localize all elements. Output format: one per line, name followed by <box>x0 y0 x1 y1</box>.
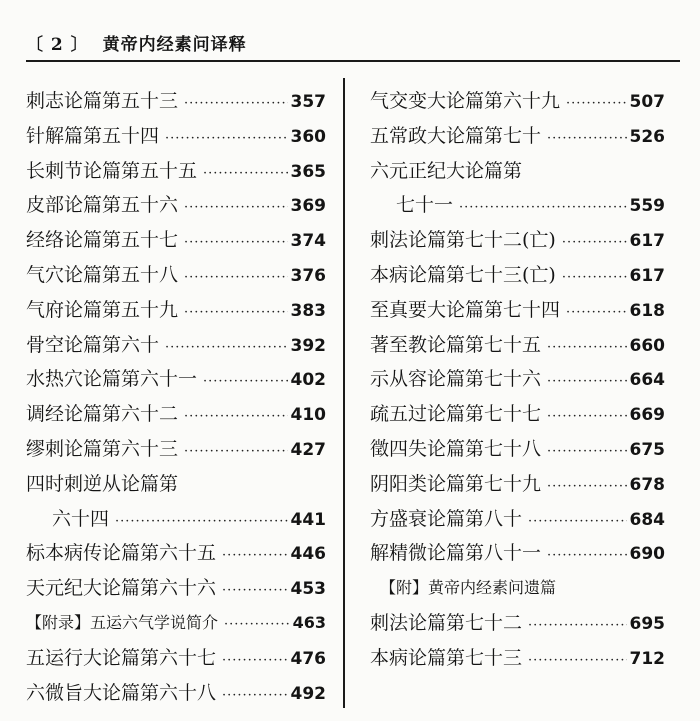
toc-entry <box>370 432 665 467</box>
toc-entry-page: 410 <box>290 405 326 426</box>
toc-entry-title: 四时刺逆从论篇第 <box>26 472 179 495</box>
toc-entry-title: 标本病传论篇第六十五 <box>26 542 217 565</box>
leader-dots <box>562 226 627 261</box>
leader-dots <box>184 435 287 470</box>
toc-entry-page: 383 <box>290 300 326 321</box>
leader-dots <box>566 296 626 331</box>
leader-dots <box>547 331 626 366</box>
toc-entry <box>26 676 326 711</box>
toc-entry-title: 著至教论篇第七十五 <box>370 333 542 356</box>
toc-entry-title: 气交变大论篇第六十九 <box>370 90 561 112</box>
toc-entry-page: 369 <box>290 196 326 217</box>
toc-entry-title: 针解篇第五十四 <box>26 124 160 147</box>
toc-entry-title: 天元纪大论篇第六十六 <box>26 577 217 600</box>
toc-entry-title: 六元正纪大论篇第 <box>370 159 523 182</box>
leader-dots <box>547 122 626 157</box>
leader-dots <box>547 400 626 435</box>
toc-entry <box>26 119 326 154</box>
toc-entry-page: 402 <box>290 370 326 391</box>
leader-dots <box>184 226 287 261</box>
toc-entry <box>26 362 326 397</box>
toc-entry-title: 长刺节论篇第五十五 <box>26 159 198 182</box>
toc-entry-title: 经络论篇第五十七 <box>26 229 179 252</box>
toc-entry <box>370 188 665 223</box>
toc-entry <box>370 467 665 502</box>
toc-entry-page: 712 <box>629 648 665 669</box>
toc-entry <box>26 84 326 119</box>
toc-column-left <box>26 84 326 710</box>
leader-dots <box>222 644 287 679</box>
toc-entry <box>370 223 665 258</box>
toc-entry-title: 七十一 <box>396 194 454 217</box>
leader-dots <box>184 87 287 122</box>
toc-entry <box>370 84 665 119</box>
toc-entry-page: 446 <box>290 544 326 565</box>
toc-entry-page: 463 <box>292 612 326 632</box>
toc-entry-page: 453 <box>290 579 326 600</box>
toc-entry-page: 669 <box>629 405 665 426</box>
toc-entry-page: 559 <box>629 196 665 217</box>
leader-dots <box>165 122 287 157</box>
leader-dots <box>222 679 287 714</box>
toc-entry <box>26 606 326 641</box>
toc-entry-page: 675 <box>629 439 665 460</box>
leader-dots <box>547 470 626 505</box>
toc-entry <box>26 536 326 571</box>
toc-entry-page: 678 <box>629 474 665 495</box>
header-rule <box>26 60 680 62</box>
toc-entry <box>26 223 326 258</box>
leader-dots <box>528 505 626 540</box>
column-divider <box>343 78 345 708</box>
leader-dots <box>184 191 287 226</box>
toc-entry <box>370 119 665 154</box>
toc-entry <box>370 502 665 537</box>
leader-dots <box>459 191 626 226</box>
toc-entry-page: 392 <box>290 335 326 356</box>
toc-entry <box>370 328 665 363</box>
toc-entry <box>370 641 665 676</box>
toc-entry-page: 526 <box>629 126 665 147</box>
toc-entry-page: 695 <box>629 613 665 634</box>
leader-dots <box>184 261 287 296</box>
toc-entry <box>370 362 665 397</box>
toc-entry-title: 刺法论篇第七十二(亡) <box>370 229 556 252</box>
toc-entry-title: 六微旨大论篇第六十八 <box>26 681 217 704</box>
toc-entry-page: 376 <box>290 265 326 286</box>
toc-entry-page: 374 <box>290 231 326 252</box>
toc-entry <box>26 641 326 676</box>
toc-entry <box>26 432 326 467</box>
toc-entry-title: 五运行大论篇第六十七 <box>26 646 217 669</box>
leader-dots <box>528 644 626 679</box>
toc-column-right <box>370 84 665 676</box>
toc-entry-title: 气穴论篇第五十八 <box>26 263 179 286</box>
toc-entry-page: 618 <box>629 300 665 321</box>
toc-entry-title: 五常政大论篇第七十 <box>370 124 542 147</box>
toc-entry <box>370 293 665 328</box>
leader-dots <box>203 157 287 192</box>
toc-entry-title: 本病论篇第七十三 <box>370 646 523 669</box>
toc-entry-title: 解精微论篇第八十一 <box>370 542 542 565</box>
leader-dots <box>165 331 287 366</box>
toc-entry <box>26 467 326 502</box>
leader-dots <box>562 261 627 296</box>
toc-entry-page: 441 <box>290 509 326 530</box>
toc-entry-title: 气府论篇第五十九 <box>26 298 179 321</box>
toc-section-heading <box>370 571 665 606</box>
toc-entry-page: 360 <box>290 126 326 147</box>
toc-entry-title: 【附录】五运六气学说简介 <box>26 612 219 632</box>
leader-dots <box>115 505 287 540</box>
toc-entry-title: 皮部论篇第五十六 <box>26 194 179 217</box>
toc-entry <box>26 397 326 432</box>
toc-entry <box>370 606 665 641</box>
toc-entry-title: 方盛衰论篇第八十 <box>370 507 523 530</box>
toc-entry <box>370 397 665 432</box>
leader-dots <box>222 574 287 609</box>
toc-entry-title: 六十四 <box>52 507 110 530</box>
leader-dots <box>547 539 626 574</box>
toc-entry-page: 492 <box>290 683 326 704</box>
leader-dots <box>222 539 287 574</box>
toc-entry <box>26 571 326 606</box>
toc-entry <box>26 258 326 293</box>
toc-entry-title: 【附】黄帝内经素问遗篇 <box>380 578 557 598</box>
toc-entry-title: 至真要大论篇第七十四 <box>370 298 561 321</box>
toc-entry-page: 660 <box>629 335 665 356</box>
toc-entry <box>370 258 665 293</box>
toc-entry-title: 示从容论篇第七十六 <box>370 368 542 391</box>
leader-dots <box>547 435 626 470</box>
toc-entry-title: 刺法论篇第七十二 <box>370 611 523 634</box>
toc-entry-title: 缪刺论篇第六十三 <box>26 437 179 460</box>
leader-dots <box>224 608 290 643</box>
page-number: 〔 2 〕 <box>26 35 89 55</box>
toc-entry-page: 690 <box>629 544 665 565</box>
toc-entry-title: 徵四失论篇第七十八 <box>370 437 542 460</box>
toc-entry <box>26 188 326 223</box>
toc-entry-page: 664 <box>629 370 665 391</box>
leader-dots <box>528 609 626 644</box>
toc-entry-page: 427 <box>290 439 326 460</box>
leader-dots <box>566 87 626 122</box>
leader-dots <box>203 365 287 400</box>
toc-entry <box>26 328 326 363</box>
toc-entry <box>370 154 665 189</box>
toc-entry-page: 476 <box>290 648 326 669</box>
toc-entry-title: 水热穴论篇第六十一 <box>26 368 198 391</box>
toc-entry-title: 阴阳类论篇第七十九 <box>370 472 542 495</box>
toc-entry <box>26 502 326 537</box>
toc-entry-title: 调经论篇第六十二 <box>26 403 179 426</box>
leader-dots <box>547 365 626 400</box>
toc-entry-page: 617 <box>629 231 665 252</box>
toc-entry-page: 617 <box>629 265 665 286</box>
toc-entry <box>26 293 326 328</box>
toc-entry-page: 507 <box>629 92 665 112</box>
toc-entry <box>370 536 665 571</box>
toc-entry-page: 357 <box>290 92 326 112</box>
leader-dots <box>184 400 287 435</box>
book-title: 黄帝内经素问译释 <box>102 35 247 55</box>
leader-dots <box>184 296 287 331</box>
running-header <box>26 30 247 55</box>
toc-entry-page: 684 <box>629 509 665 530</box>
toc-entry-title: 刺志论篇第五十三 <box>26 90 179 112</box>
toc-entry-title: 本病论篇第七十三(亡) <box>370 263 556 286</box>
toc-entry-page: 365 <box>290 161 326 182</box>
toc-entry-title: 骨空论篇第六十 <box>26 333 160 356</box>
toc-entry-title: 疏五过论篇第七十七 <box>370 403 542 426</box>
toc-entry <box>26 154 326 189</box>
